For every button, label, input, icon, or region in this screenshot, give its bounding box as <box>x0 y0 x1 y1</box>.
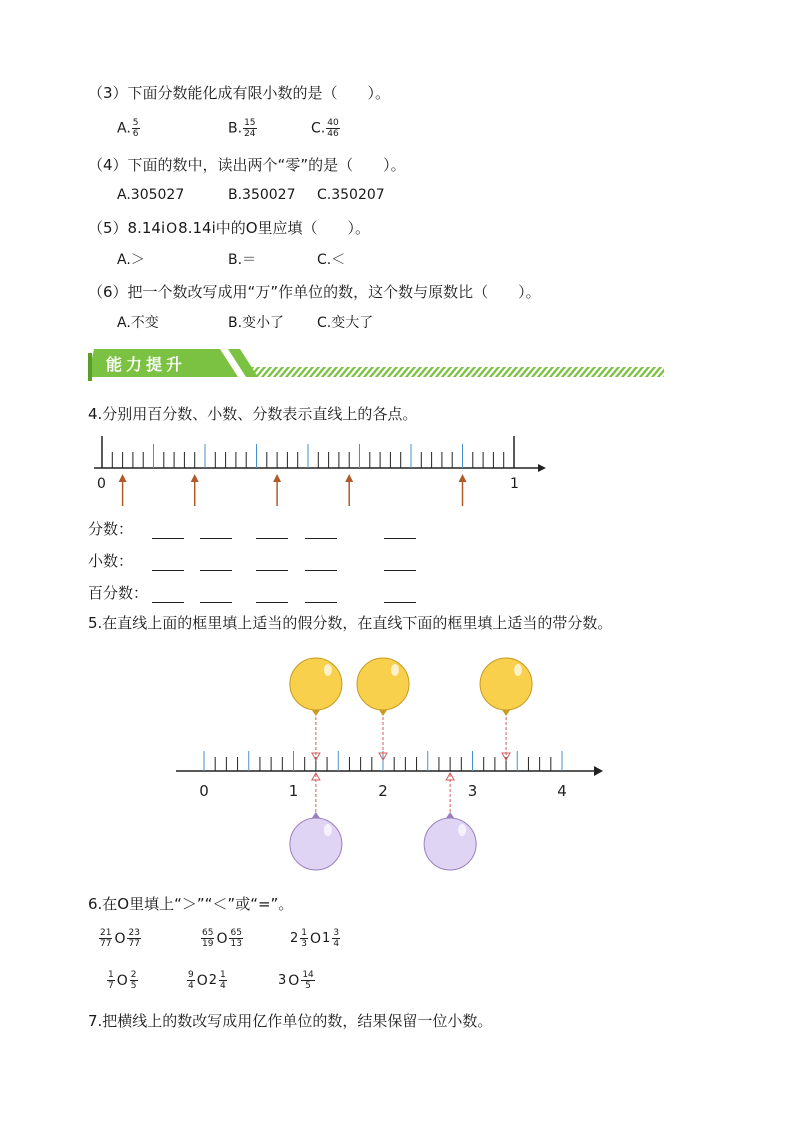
point-arrow <box>191 474 199 506</box>
compare-circle[interactable]: O <box>288 972 300 989</box>
answer-blank[interactable] <box>384 590 416 603</box>
compare-circle[interactable]: O <box>310 930 322 947</box>
point-arrow <box>119 474 127 506</box>
answer-blank[interactable] <box>305 590 337 603</box>
p4-stem: 4.分别用百分数、小数、分数表示直线上的各点。 <box>88 405 418 423</box>
p4-label-1: 1 <box>510 476 519 492</box>
q5-option-b: B.＝ <box>228 252 257 268</box>
answer-blank[interactable] <box>152 590 184 603</box>
comparison-item: 3 O $\frac{14}{5}$ <box>278 970 314 991</box>
answer-blank[interactable] <box>256 558 288 571</box>
axis-label: 0 <box>199 782 209 800</box>
axis-label: 3 <box>467 782 478 800</box>
axis-label: 4 <box>557 782 567 800</box>
compare-circle[interactable]: O <box>166 220 178 237</box>
answer-blank[interactable] <box>152 558 184 571</box>
axis-label: 2 <box>378 782 388 800</box>
answer-blank[interactable] <box>256 590 288 603</box>
answer-blank[interactable] <box>152 526 184 539</box>
q4-stem: （4）下面的数中，读出两个“零”的是（ ）。 <box>88 156 406 174</box>
p6-stem: 6.在O里填上“＞”“＜”或“=”。 <box>88 895 294 913</box>
answer-blank[interactable] <box>200 558 232 571</box>
section-banner <box>88 347 668 383</box>
repeat-dot-mark: i <box>211 219 216 237</box>
q4-option-c: C.350207 <box>317 187 385 203</box>
p7-stem: 7.把横线上的数改写成用亿作单位的数，结果保留一位小数。 <box>88 1012 493 1030</box>
axis-label: 1 <box>288 782 299 800</box>
answer-blank[interactable] <box>200 526 232 539</box>
q5-stem: （5）8.14iO8.14i中的O里应填（ ）。 <box>88 219 371 237</box>
repeat-dot-mark: i <box>160 219 166 237</box>
q3-option-a: A. $\frac{5}{6}$ <box>117 118 139 139</box>
q6-option-b: B.变小了 <box>228 315 285 331</box>
comparison-item: $\frac{1}{7}$ O $\frac{2}{5}$ <box>108 970 137 991</box>
answer-blank[interactable] <box>200 590 232 603</box>
p4-row-decimal: 小数： <box>88 552 134 570</box>
point-arrow <box>459 474 467 506</box>
comparison-item: $\frac{9}{4}$ O 2 $\frac{1}{4}$ <box>188 970 226 991</box>
q6-stem: （6）把一个数改写成用“万”作单位的数，这个数与原数比（ ）。 <box>88 283 541 301</box>
answer-blank[interactable] <box>256 526 288 539</box>
comparison-item: $\frac{65}{19}$ O $\frac{65}{13}$ <box>202 928 242 949</box>
p4-row-percent: 百分数： <box>88 584 149 602</box>
q6-option-c: C.变大了 <box>317 315 374 331</box>
answer-blank[interactable] <box>384 526 416 539</box>
q3-stem: （3）下面分数能化成有限小数的是（ ）。 <box>88 84 391 102</box>
q4-option-b: B.350027 <box>228 187 296 203</box>
compare-circle[interactable]: O <box>114 930 126 947</box>
p4-row-fraction: 分数： <box>88 520 134 538</box>
comparison-item: 2 $\frac{1}{3}$ O 1 $\frac{3}{4}$ <box>290 928 340 949</box>
top-balloon <box>290 658 342 760</box>
q6-option-a: A.不变 <box>117 315 159 331</box>
answer-blank[interactable] <box>384 558 416 571</box>
number-line-p4 <box>90 430 550 510</box>
q3-option-c: C. $\frac{40}{46}$ <box>311 118 339 139</box>
section-title: 能力提升 <box>106 355 187 374</box>
comparison-item: $\frac{21}{77}$ O $\frac{23}{77}$ <box>100 928 140 949</box>
compare-circle[interactable]: O <box>216 930 228 947</box>
point-arrow <box>345 474 353 506</box>
compare-circle[interactable]: O <box>116 972 128 989</box>
point-arrow <box>273 474 281 506</box>
compare-circle[interactable]: O <box>196 972 208 989</box>
p5-stem: 5.在直线上面的框里填上适当的假分数，在直线下面的框里填上适当的带分数。 <box>88 614 613 632</box>
answer-blank[interactable] <box>305 526 337 539</box>
q4-option-a: A.305027 <box>117 187 185 203</box>
q3-option-b: B. $\frac{15}{24}$ <box>228 118 256 139</box>
q5-option-c: C.＜ <box>317 252 346 268</box>
answer-blank[interactable] <box>305 558 337 571</box>
p4-label-0: 0 <box>97 476 106 492</box>
q5-option-a: A.＞ <box>117 252 145 268</box>
top-balloon <box>480 658 532 760</box>
top-balloon <box>357 658 409 760</box>
number-line-p5 <box>170 650 610 875</box>
